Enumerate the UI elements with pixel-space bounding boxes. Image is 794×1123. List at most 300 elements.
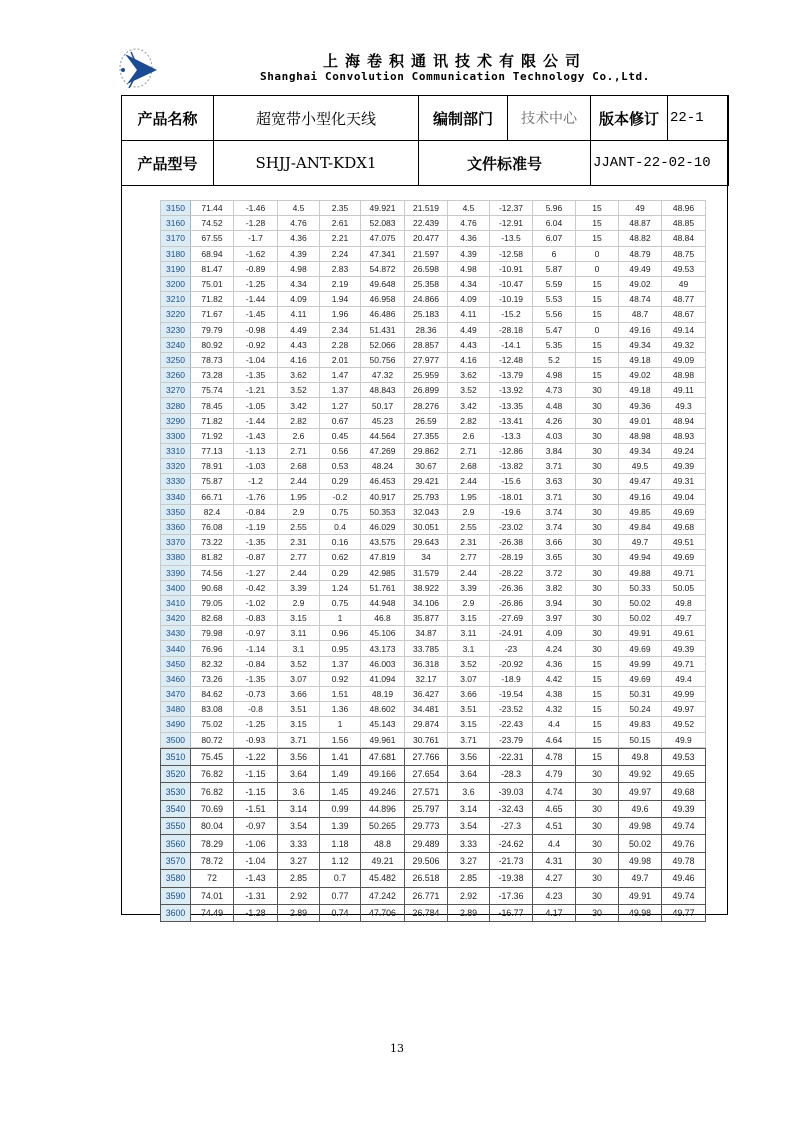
table-cell: 49.32 xyxy=(662,337,706,352)
table-cell: 1.18 xyxy=(320,835,361,852)
table-cell: 82.32 xyxy=(191,656,234,671)
table-cell: 49.69 xyxy=(662,504,706,519)
table-cell: 4.49 xyxy=(278,322,320,337)
table-cell: 15 xyxy=(576,368,619,383)
table-cell: 1.95 xyxy=(448,489,490,504)
table-cell: 33.785 xyxy=(405,641,448,656)
version-value: 22-1 xyxy=(668,96,729,141)
table-cell: 3.97 xyxy=(533,611,576,626)
table-cell: -0.93 xyxy=(234,732,278,747)
table-cell: 4.48 xyxy=(533,398,576,413)
table-cell: -1.76 xyxy=(234,489,278,504)
table-cell: 49.88 xyxy=(619,565,662,580)
table-cell: 47.706 xyxy=(361,904,405,921)
table-row xyxy=(161,887,706,904)
table-cell: -1.13 xyxy=(234,444,278,459)
table-row xyxy=(161,852,706,869)
table-cell: 51.761 xyxy=(361,580,405,595)
frequency-cell: 3580 xyxy=(161,870,191,887)
table-cell: 25.183 xyxy=(405,307,448,322)
table-cell: 29.489 xyxy=(405,835,448,852)
table-cell: 49.7 xyxy=(662,611,706,626)
table-cell: 71.67 xyxy=(191,307,234,322)
table-cell: 15 xyxy=(576,687,619,702)
table-cell: 5.35 xyxy=(533,337,576,352)
table-cell: 1.49 xyxy=(320,766,361,783)
table-cell: 15 xyxy=(576,671,619,686)
table-cell: -0.92 xyxy=(234,337,278,352)
table-cell: 2.55 xyxy=(278,519,320,534)
table-cell: 1.45 xyxy=(320,783,361,800)
table-cell: -22.43 xyxy=(490,717,533,732)
table-cell: 49.36 xyxy=(619,398,662,413)
table-cell: 25.959 xyxy=(405,368,448,383)
table-cell: -1.14 xyxy=(234,641,278,656)
table-cell: 83.08 xyxy=(191,702,234,717)
table-cell: 50.17 xyxy=(361,398,405,413)
table-cell: 2.77 xyxy=(278,550,320,565)
table-cell: 78.72 xyxy=(191,852,234,869)
table-cell: 49.99 xyxy=(662,687,706,702)
table-cell: 29.643 xyxy=(405,535,448,550)
table-cell: -1.02 xyxy=(234,595,278,610)
frequency-cell: 3590 xyxy=(161,887,191,904)
table-cell: 2.31 xyxy=(278,535,320,550)
table-cell: 4.78 xyxy=(533,748,576,765)
table-cell: 1.37 xyxy=(320,656,361,671)
table-cell: -24.62 xyxy=(490,835,533,852)
table-cell: -0.73 xyxy=(234,687,278,702)
table-cell: -13.5 xyxy=(490,231,533,246)
table-cell: 30 xyxy=(576,535,619,550)
table-cell: 4.76 xyxy=(448,216,490,231)
table-cell: -1.27 xyxy=(234,565,278,580)
table-cell: 76.08 xyxy=(191,519,234,534)
table-cell: -27.69 xyxy=(490,611,533,626)
table-cell: -17.36 xyxy=(490,887,533,904)
table-cell: 49.84 xyxy=(619,519,662,534)
table-cell: 49.85 xyxy=(619,504,662,519)
table-cell: 76.96 xyxy=(191,641,234,656)
table-row xyxy=(161,246,706,261)
table-cell: 49.94 xyxy=(619,550,662,565)
table-cell: 48.77 xyxy=(662,292,706,307)
table-cell: 73.28 xyxy=(191,368,234,383)
table-cell: -1.44 xyxy=(234,413,278,428)
table-cell: 4.32 xyxy=(533,702,576,717)
table-cell: 49.14 xyxy=(662,322,706,337)
table-cell: 0 xyxy=(576,261,619,276)
table-cell: 3.66 xyxy=(533,535,576,550)
table-cell: 2.71 xyxy=(448,444,490,459)
table-row xyxy=(161,428,706,443)
table-cell: 0.56 xyxy=(320,444,361,459)
table-cell: 3.94 xyxy=(533,595,576,610)
table-cell: 54.872 xyxy=(361,261,405,276)
table-cell: 4.74 xyxy=(533,783,576,800)
table-cell: 49.68 xyxy=(662,519,706,534)
table-cell: 0.75 xyxy=(320,504,361,519)
table-cell: 75.45 xyxy=(191,748,234,765)
table-cell: 3.42 xyxy=(278,398,320,413)
frequency-cell: 3170 xyxy=(161,231,191,246)
frequency-cell: 3230 xyxy=(161,322,191,337)
table-cell: 3.39 xyxy=(448,580,490,595)
table-cell: 25.797 xyxy=(405,800,448,817)
table-cell: 49.39 xyxy=(662,459,706,474)
table-cell: 3.15 xyxy=(448,717,490,732)
table-cell: 30 xyxy=(576,766,619,783)
table-cell: 30 xyxy=(576,444,619,459)
table-cell: 30 xyxy=(576,641,619,656)
table-cell: 47.269 xyxy=(361,444,405,459)
table-cell: 49.5 xyxy=(619,459,662,474)
table-cell: 76.82 xyxy=(191,783,234,800)
table-cell: -1.35 xyxy=(234,671,278,686)
frequency-cell: 3380 xyxy=(161,550,191,565)
frequency-cell: 3210 xyxy=(161,292,191,307)
table-cell: 49.8 xyxy=(662,595,706,610)
table-row xyxy=(161,626,706,641)
table-cell: 3.15 xyxy=(278,611,320,626)
frequency-cell: 3200 xyxy=(161,276,191,291)
table-cell: -0.8 xyxy=(234,702,278,717)
table-cell: 49.46 xyxy=(662,870,706,887)
table-cell: 44.564 xyxy=(361,428,405,443)
table-cell: 30 xyxy=(576,904,619,921)
table-cell: 6.04 xyxy=(533,216,576,231)
table-cell: 49.21 xyxy=(361,852,405,869)
table-cell: 42.985 xyxy=(361,565,405,580)
table-cell: 0.62 xyxy=(320,550,361,565)
table-cell: 50.756 xyxy=(361,352,405,367)
table-cell: -1.44 xyxy=(234,292,278,307)
table-row xyxy=(161,800,706,817)
table-cell: 3.52 xyxy=(278,656,320,671)
table-cell: 3.56 xyxy=(278,748,320,765)
table-cell: -13.3 xyxy=(490,428,533,443)
table-cell: 25.358 xyxy=(405,276,448,291)
table-row xyxy=(161,307,706,322)
table-cell: 4.11 xyxy=(448,307,490,322)
table-row xyxy=(161,818,706,835)
table-cell: 49.99 xyxy=(619,656,662,671)
table-cell: 4.16 xyxy=(448,352,490,367)
table-cell: 30 xyxy=(576,852,619,869)
table-cell: -1.35 xyxy=(234,368,278,383)
table-cell: 73.26 xyxy=(191,671,234,686)
table-cell: 48.843 xyxy=(361,383,405,398)
table-cell: -1.03 xyxy=(234,459,278,474)
table-cell: 49.49 xyxy=(619,261,662,276)
table-cell: -16.77 xyxy=(490,904,533,921)
company-name-en: Shanghai Convolution Communication Technology Co.,Ltd. xyxy=(259,70,651,83)
table-cell: 49.76 xyxy=(662,835,706,852)
table-cell: -0.42 xyxy=(234,580,278,595)
product-name-value: 超宽带小型化天线 xyxy=(214,96,419,141)
table-cell: 3.42 xyxy=(448,398,490,413)
table-cell: 36.318 xyxy=(405,656,448,671)
table-cell: 48.75 xyxy=(662,246,706,261)
table-cell: 1.94 xyxy=(320,292,361,307)
table-cell: 4.34 xyxy=(448,276,490,291)
table-cell: 0.77 xyxy=(320,887,361,904)
table-cell: 2.92 xyxy=(448,887,490,904)
table-cell: 71.44 xyxy=(191,201,234,216)
measurement-table-top xyxy=(160,200,706,748)
table-cell: 27.766 xyxy=(405,748,448,765)
table-cell: 4.65 xyxy=(533,800,576,817)
table-cell: 49.01 xyxy=(619,413,662,428)
table-cell: 3.84 xyxy=(533,444,576,459)
table-cell: 49.97 xyxy=(662,702,706,717)
table-cell: 3.15 xyxy=(448,611,490,626)
table-row xyxy=(161,231,706,246)
table-cell: 26.59 xyxy=(405,413,448,428)
table-cell: 49.69 xyxy=(619,641,662,656)
table-cell: 3.82 xyxy=(533,580,576,595)
table-cell: 45.23 xyxy=(361,413,405,428)
table-cell: 15 xyxy=(576,201,619,216)
frequency-cell: 3220 xyxy=(161,307,191,322)
frequency-cell: 3420 xyxy=(161,611,191,626)
table-cell: 28.276 xyxy=(405,398,448,413)
table-cell: 1 xyxy=(320,611,361,626)
table-row xyxy=(161,413,706,428)
table-cell: 2.31 xyxy=(448,535,490,550)
table-cell: 29.862 xyxy=(405,444,448,459)
table-cell: 50.31 xyxy=(619,687,662,702)
table-cell: 4.43 xyxy=(448,337,490,352)
table-cell: 3.62 xyxy=(278,368,320,383)
table-row xyxy=(161,535,706,550)
table-cell: 3.27 xyxy=(448,852,490,869)
table-cell: 66.71 xyxy=(191,489,234,504)
table-row xyxy=(161,656,706,671)
table-cell: 49.11 xyxy=(662,383,706,398)
table-row xyxy=(161,519,706,534)
frequency-cell: 3300 xyxy=(161,428,191,443)
frequency-cell: 3370 xyxy=(161,535,191,550)
product-name-label: 产品名称 xyxy=(122,96,214,141)
table-cell: 48.94 xyxy=(662,413,706,428)
table-cell: -19.6 xyxy=(490,504,533,519)
frequency-cell: 3570 xyxy=(161,852,191,869)
table-cell: 50.353 xyxy=(361,504,405,519)
table-cell: -28.18 xyxy=(490,322,533,337)
table-row xyxy=(161,687,706,702)
table-cell: 78.91 xyxy=(191,459,234,474)
table-cell: 5.96 xyxy=(533,201,576,216)
table-cell: 30 xyxy=(576,800,619,817)
frequency-cell: 3360 xyxy=(161,519,191,534)
table-cell: 26.784 xyxy=(405,904,448,921)
table-cell: 48.93 xyxy=(662,428,706,443)
table-cell: -0.83 xyxy=(234,611,278,626)
table-cell: 50.33 xyxy=(619,580,662,595)
measurement-table-bottom xyxy=(160,748,706,922)
table-cell: 49.18 xyxy=(619,383,662,398)
table-row xyxy=(161,276,706,291)
table-cell: 4.51 xyxy=(533,818,576,835)
table-cell: 0.45 xyxy=(320,428,361,443)
table-cell: 30 xyxy=(576,413,619,428)
table-cell: 4.23 xyxy=(533,887,576,904)
table-cell: 30 xyxy=(576,887,619,904)
table-cell: -26.38 xyxy=(490,535,533,550)
table-cell: 3.63 xyxy=(533,474,576,489)
table-cell: 47.32 xyxy=(361,368,405,383)
table-cell: 84.62 xyxy=(191,687,234,702)
frequency-cell: 3560 xyxy=(161,835,191,852)
table-cell: -1.25 xyxy=(234,717,278,732)
table-row xyxy=(161,504,706,519)
table-cell: 28.857 xyxy=(405,337,448,352)
table-cell: -12.91 xyxy=(490,216,533,231)
table-cell: 46.486 xyxy=(361,307,405,322)
table-cell: 3.52 xyxy=(278,383,320,398)
table-cell: 49.6 xyxy=(619,800,662,817)
table-cell: 3.6 xyxy=(278,783,320,800)
frequency-cell: 3180 xyxy=(161,246,191,261)
table-cell: 3.71 xyxy=(278,732,320,747)
table-cell: 1.39 xyxy=(320,818,361,835)
frequency-cell: 3310 xyxy=(161,444,191,459)
table-cell: 2.6 xyxy=(448,428,490,443)
table-cell: 2.85 xyxy=(278,870,320,887)
table-cell: 30 xyxy=(576,783,619,800)
table-row xyxy=(161,337,706,352)
table-cell: 43.173 xyxy=(361,641,405,656)
frequency-cell: 3400 xyxy=(161,580,191,595)
version-label: 版本修订 xyxy=(591,96,668,141)
table-cell: 2.92 xyxy=(278,887,320,904)
table-row xyxy=(161,702,706,717)
table-cell: 49.68 xyxy=(662,783,706,800)
table-cell: 49.246 xyxy=(361,783,405,800)
table-cell: 0.96 xyxy=(320,626,361,641)
table-cell: 2.61 xyxy=(320,216,361,231)
table-cell: 47.242 xyxy=(361,887,405,904)
table-cell: 44.896 xyxy=(361,800,405,817)
table-cell: 49.69 xyxy=(619,671,662,686)
table-cell: 73.22 xyxy=(191,535,234,550)
table-cell: 1.24 xyxy=(320,580,361,595)
table-cell: 0 xyxy=(576,322,619,337)
table-cell: 3.1 xyxy=(278,641,320,656)
table-row xyxy=(161,444,706,459)
table-cell: 5.56 xyxy=(533,307,576,322)
table-cell: 6.07 xyxy=(533,231,576,246)
table-cell: 29.506 xyxy=(405,852,448,869)
table-cell: 3.14 xyxy=(448,800,490,817)
table-row xyxy=(161,489,706,504)
table-cell: 4.39 xyxy=(278,246,320,261)
table-cell: -12.37 xyxy=(490,201,533,216)
table-cell: 15 xyxy=(576,717,619,732)
table-cell: 5.53 xyxy=(533,292,576,307)
table-cell: 49.648 xyxy=(361,276,405,291)
table-cell: 3.15 xyxy=(278,717,320,732)
table-cell: -23.02 xyxy=(490,519,533,534)
table-cell: 2.82 xyxy=(448,413,490,428)
table-cell: -19.38 xyxy=(490,870,533,887)
table-cell: 15 xyxy=(576,307,619,322)
table-row xyxy=(161,671,706,686)
table-row xyxy=(161,292,706,307)
table-row xyxy=(161,748,706,765)
table-cell: 1.95 xyxy=(278,489,320,504)
table-cell: -12.48 xyxy=(490,352,533,367)
table-cell: 49.71 xyxy=(662,656,706,671)
table-cell: -0.97 xyxy=(234,626,278,641)
doc-standard-value: JJANT-22-02-10 xyxy=(591,141,729,186)
table-cell: 0.53 xyxy=(320,459,361,474)
table-cell: -12.86 xyxy=(490,444,533,459)
table-cell: -1.22 xyxy=(234,748,278,765)
table-cell: 27.977 xyxy=(405,352,448,367)
frequency-cell: 3250 xyxy=(161,352,191,367)
table-cell: 72 xyxy=(191,870,234,887)
table-cell: 48.96 xyxy=(662,201,706,216)
table-cell: 2.89 xyxy=(448,904,490,921)
table-cell: 2.21 xyxy=(320,231,361,246)
doc-standard-label: 文件标准号 xyxy=(419,141,591,186)
frequency-cell: 3410 xyxy=(161,595,191,610)
table-cell: 49.74 xyxy=(662,887,706,904)
table-cell: 4.5 xyxy=(278,201,320,216)
table-cell: 49.98 xyxy=(619,818,662,835)
table-cell: 0.16 xyxy=(320,535,361,550)
table-cell: 3.11 xyxy=(278,626,320,641)
table-cell: 34.87 xyxy=(405,626,448,641)
table-cell: 30 xyxy=(576,459,619,474)
table-cell: 3.51 xyxy=(278,702,320,717)
table-cell: 49.7 xyxy=(619,870,662,887)
table-cell: 48.67 xyxy=(662,307,706,322)
table-cell: 49.98 xyxy=(619,904,662,921)
page-number: 13 xyxy=(390,1042,404,1055)
table-cell: 49.52 xyxy=(662,717,706,732)
table-cell: 4.39 xyxy=(448,246,490,261)
table-cell: 2.68 xyxy=(448,459,490,474)
table-cell: 4.38 xyxy=(533,687,576,702)
table-cell: 2.44 xyxy=(448,474,490,489)
table-cell: -1.43 xyxy=(234,870,278,887)
table-cell: 3.52 xyxy=(448,383,490,398)
table-cell: 5.47 xyxy=(533,322,576,337)
table-cell: 80.04 xyxy=(191,818,234,835)
table-cell: 27.571 xyxy=(405,783,448,800)
table-cell: 3.64 xyxy=(448,766,490,783)
table-cell: 0.74 xyxy=(320,904,361,921)
table-cell: 75.01 xyxy=(191,276,234,291)
table-cell: 0.92 xyxy=(320,671,361,686)
table-cell: 25.793 xyxy=(405,489,448,504)
table-cell: 49.92 xyxy=(619,766,662,783)
table-cell: 4.5 xyxy=(448,201,490,216)
table-cell: -1.04 xyxy=(234,852,278,869)
table-cell: 49.39 xyxy=(662,641,706,656)
table-cell: 3.66 xyxy=(278,687,320,702)
table-row xyxy=(161,565,706,580)
frequency-cell: 3470 xyxy=(161,687,191,702)
table-cell: 46.003 xyxy=(361,656,405,671)
table-cell: -1.45 xyxy=(234,307,278,322)
table-cell: 48.19 xyxy=(361,687,405,702)
table-cell: 1.12 xyxy=(320,852,361,869)
table-cell: 82.68 xyxy=(191,611,234,626)
